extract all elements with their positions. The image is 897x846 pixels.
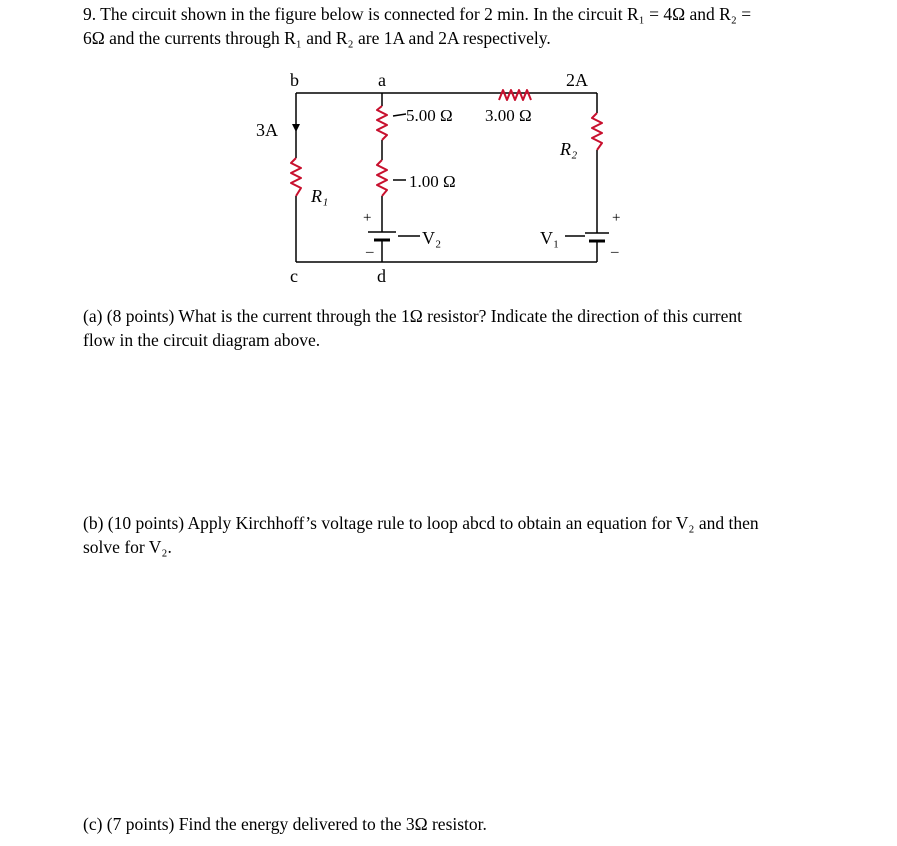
question-9-line-1: 9. The circuit shown in the figure below is connected for 2 min. In the circuit R₁ = 4Ω and R₂ = <box>83 4 752 24</box>
r1-label: R₁ <box>311 186 329 206</box>
resistor-5ohm <box>377 106 387 140</box>
leader-5ohm <box>393 114 406 116</box>
node-c-label: c <box>290 266 298 286</box>
part-b-text <box>83 511 873 559</box>
part-a-text <box>83 304 873 352</box>
v1-plus-sign: + <box>612 210 621 226</box>
part-a-line-2: flow in the circuit diagram above. <box>83 330 321 350</box>
part-a-line-1: (a) (8 points) What is the current through the 1Ω resistor? Indicate the direction of this current <box>83 306 743 326</box>
node-d-label: d <box>377 266 386 286</box>
part-b-line-2: solve for V₂. <box>83 537 172 557</box>
res-5ohm-label: 5.00 Ω <box>406 106 453 125</box>
current-right-label: 2A <box>566 70 588 90</box>
v1-minus-sign: – <box>611 244 619 260</box>
current-arrow-3a-icon <box>292 124 300 132</box>
resistor-r2 <box>592 113 602 150</box>
v2-label: V₂ <box>422 228 442 248</box>
question-9-line-2: 6Ω and the currents through R₁ and R₂ are 1A and 2A respectively. <box>83 28 551 48</box>
resistor-r1 <box>291 158 301 196</box>
part-b-line-1: (b) (10 points) Apply Kirchhoff’s voltage rule to loop abcd to obtain an equation for V₂ and then <box>83 513 759 533</box>
part-c-line-1: (c) (7 points) Find the energy delivered to the 3Ω resistor. <box>83 814 487 834</box>
v2-plus-sign: + <box>363 210 372 226</box>
v2-minus-sign: – <box>366 244 374 260</box>
circuit-diagram <box>0 0 897 300</box>
r2-label: R₂ <box>560 139 578 159</box>
resistor-3ohm <box>499 90 531 100</box>
res-3ohm-label: 3.00 Ω <box>485 106 532 125</box>
part-c-text <box>83 812 873 836</box>
v1-label: V₁ <box>540 228 560 248</box>
node-b-label: b <box>290 70 299 90</box>
node-a-label: a <box>378 70 386 90</box>
resistor-1ohm <box>377 160 387 196</box>
res-1ohm-label: 1.00 Ω <box>409 172 456 191</box>
current-left-label: 3A <box>256 120 278 140</box>
